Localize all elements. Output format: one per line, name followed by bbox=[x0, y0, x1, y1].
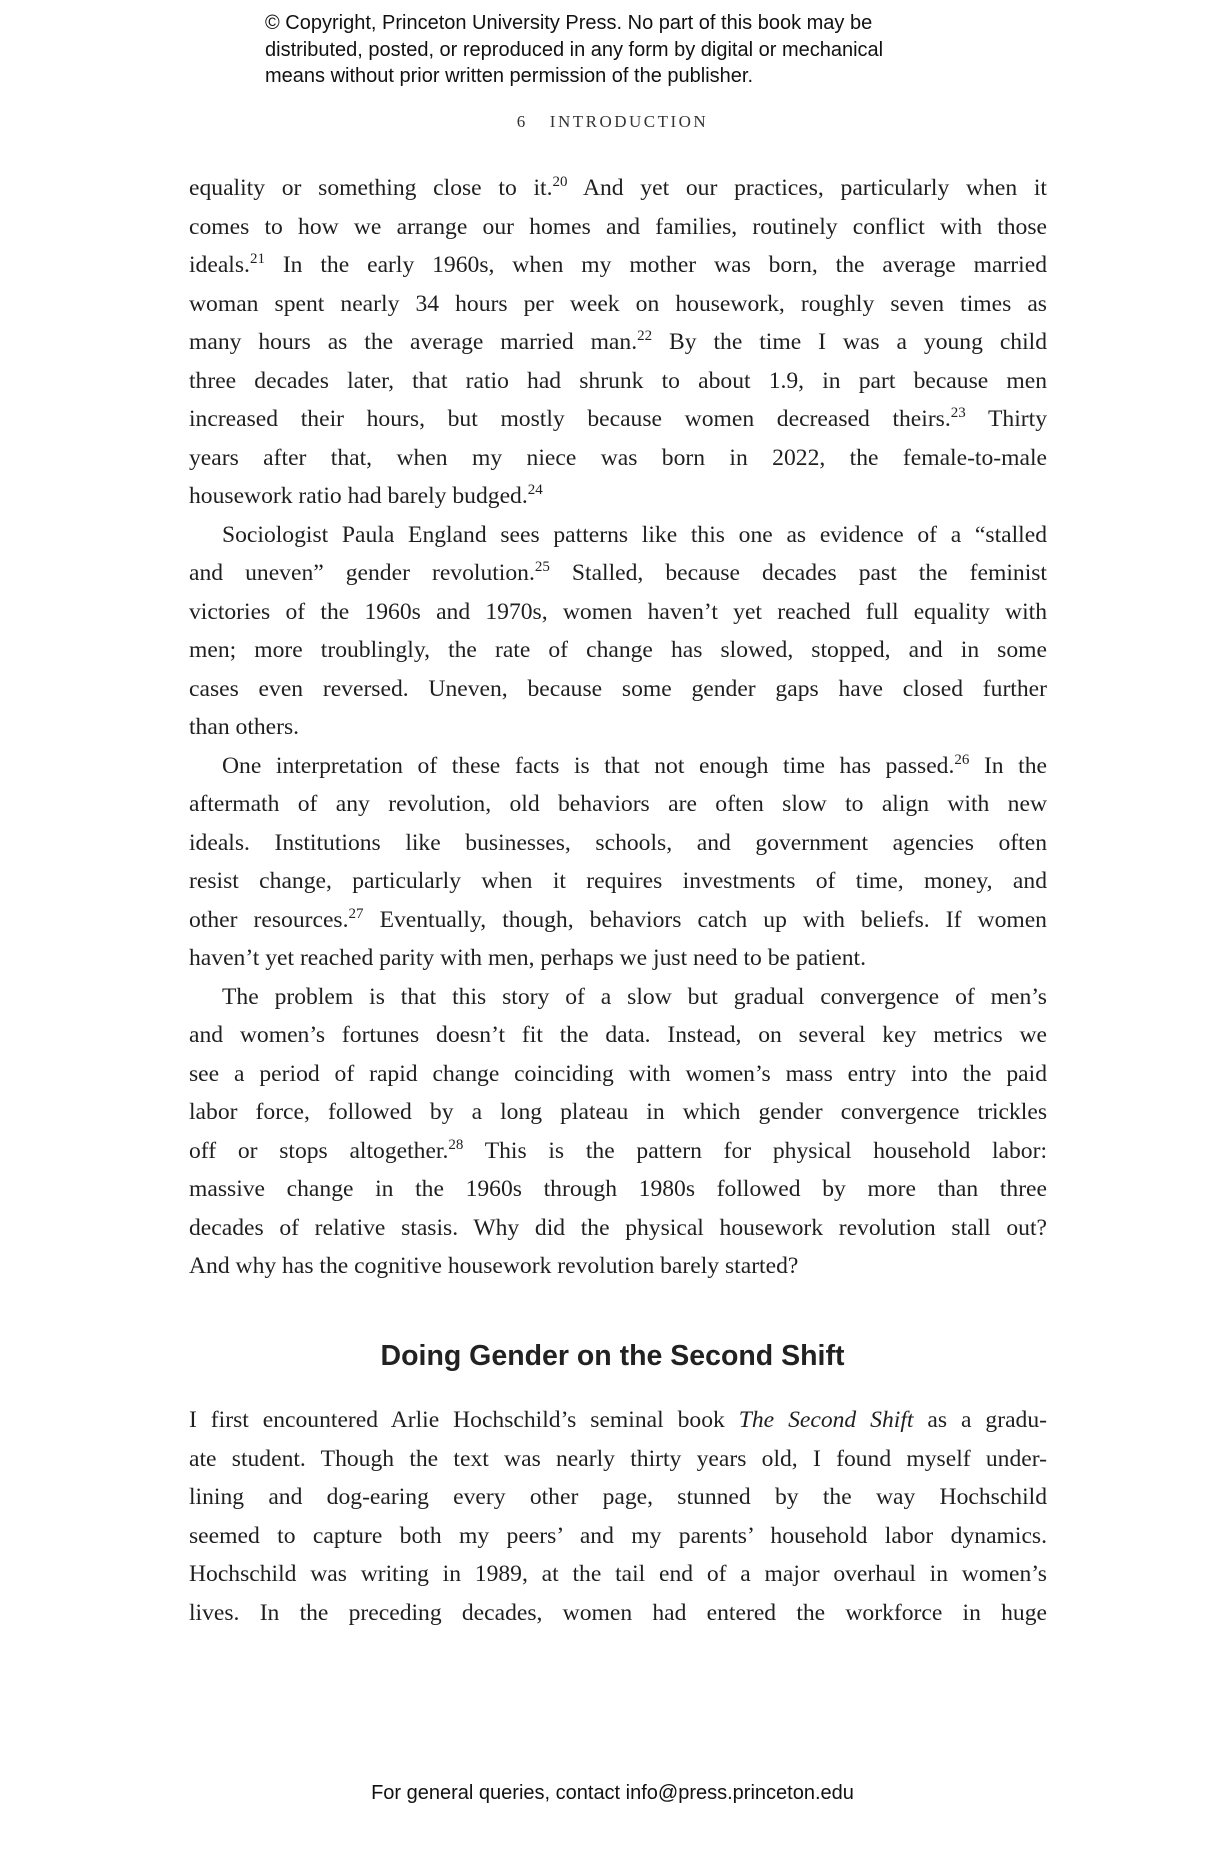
text-line bbox=[189, 1517, 1047, 1556]
footnote-ref: 28 bbox=[448, 1136, 464, 1153]
text-line bbox=[189, 747, 1047, 786]
text-line bbox=[189, 246, 1047, 285]
text-span: labor force, followed by a long plateau in which gender convergence trickles bbox=[189, 1099, 1047, 1125]
text-span: And why has the cognitive housework revolution barely started? bbox=[189, 1253, 799, 1279]
text-line bbox=[189, 400, 1047, 439]
paragraph bbox=[189, 169, 1047, 516]
text-span: off or stops altogether. bbox=[189, 1137, 449, 1164]
text-line bbox=[189, 1555, 1047, 1594]
footnote-ref: 20 bbox=[552, 174, 568, 190]
footnote-ref: 23 bbox=[950, 405, 966, 421]
text-span: woman spent nearly 34 hours per week on housework, roughly seven times as bbox=[189, 290, 1047, 317]
footer-contact: For general queries, contact info@press.princeton.edu bbox=[371, 1782, 854, 1804]
body-text bbox=[189, 169, 1047, 1286]
text-span: This is the pattern for physical household labor: bbox=[463, 1137, 1048, 1164]
text-span: lining and dog-earing every other page, stunned by the way Hochschild bbox=[189, 1484, 1047, 1510]
text-line bbox=[189, 208, 1047, 247]
text-line bbox=[189, 1093, 1047, 1132]
text-line bbox=[189, 1440, 1047, 1479]
text-span: as a gradu- bbox=[913, 1407, 1047, 1433]
text-span: seemed to capture both my peers’ and my parents’ household labor dynamics. bbox=[189, 1522, 1047, 1549]
text-span: Eventually, though, behaviors catch up with beliefs. If women bbox=[363, 906, 1047, 933]
footnote-ref: 24 bbox=[527, 482, 543, 498]
text-span: Stalled, because decades past the feminist bbox=[549, 560, 1047, 586]
text-span: I first encountered Arlie Hochschild’s seminal book bbox=[189, 1407, 739, 1433]
text-line bbox=[189, 670, 1047, 709]
text-span: comes to how we arrange our homes and families, routinely conflict with those bbox=[189, 213, 1047, 240]
text-line bbox=[189, 169, 1047, 208]
text-line bbox=[189, 1401, 1047, 1440]
text-span: In the early 1960s, when my mother was born, the average married bbox=[264, 252, 1047, 278]
text-span: Hochschild was writing in 1989, at the tail end of a major overhaul in women’s bbox=[189, 1561, 1047, 1587]
text-line bbox=[189, 1170, 1047, 1209]
text-span: massive change in the 1960s through 1980s followed by more than three bbox=[189, 1176, 1047, 1202]
text-span: cases even reversed. Uneven, because some gender gaps have closed further bbox=[189, 675, 1047, 702]
text-line bbox=[189, 362, 1047, 401]
book-title: The Second Shift bbox=[738, 1407, 914, 1433]
copyright-line: means without prior written permission of the publisher. bbox=[265, 65, 754, 87]
paragraph bbox=[189, 747, 1047, 978]
text-line bbox=[189, 862, 1047, 901]
text-span: In the bbox=[969, 752, 1047, 779]
text-span: men; more troublingly, the rate of change has slowed, stopped, and in some bbox=[189, 637, 1047, 663]
text-span: decades of relative stasis. Why did the physical housework revolution stall out? bbox=[189, 1214, 1047, 1241]
footnote-ref: 26 bbox=[954, 751, 970, 768]
text-span: resist change, particularly when it requires investments of time, money, and bbox=[189, 868, 1047, 894]
text-line bbox=[189, 1594, 1047, 1633]
copyright-line: distributed, posted, or reproduced in any form by digital or mechanical bbox=[265, 38, 884, 61]
text-line bbox=[189, 631, 1047, 670]
text-line bbox=[189, 477, 1047, 516]
text-span: ate student. Though the text was nearly thirty years old, I found myself under- bbox=[189, 1445, 1047, 1472]
text-span: The problem is that this story of a slow but gradual convergence of men’s bbox=[222, 983, 1047, 1010]
text-span: One interpretation of these facts is that not enough time has passed. bbox=[222, 752, 955, 779]
text-line bbox=[189, 554, 1047, 593]
text-span: and women’s fortunes doesn’t fit the data. Instead, on several key metrics we bbox=[189, 1022, 1047, 1048]
text-line bbox=[189, 1247, 1047, 1286]
text-span: Thirty bbox=[965, 406, 1047, 432]
text-span: lives. In the preceding decades, women had entered the workforce in huge bbox=[189, 1599, 1047, 1626]
text-line bbox=[189, 323, 1047, 362]
text-span: see a period of rapid change coinciding with women’s mass entry into the paid bbox=[189, 1060, 1047, 1087]
text-span: three decades later, that ratio had shrunk to about 1.9, in part because men bbox=[189, 367, 1047, 394]
chapter-title: INTRODUCTION bbox=[549, 112, 709, 131]
text-line bbox=[189, 516, 1047, 555]
text-span: increased their hours, but mostly because women decreased theirs. bbox=[189, 406, 951, 432]
copyright-notice bbox=[265, 10, 883, 90]
text-line bbox=[189, 1132, 1047, 1171]
text-line bbox=[189, 1478, 1047, 1517]
text-span: victories of the 1960s and 1970s, women haven’t yet reached full equality with bbox=[189, 598, 1047, 625]
text-line bbox=[189, 1016, 1047, 1055]
text-span: than others. bbox=[189, 714, 300, 740]
body-text-after-heading bbox=[189, 1401, 1047, 1632]
paragraph bbox=[189, 978, 1047, 1286]
text-line bbox=[189, 939, 1047, 978]
footnote-ref: 21 bbox=[249, 251, 265, 267]
paragraph bbox=[189, 1401, 1047, 1632]
text-span: By the time I was a young child bbox=[652, 329, 1047, 355]
text-span: Sociologist Paula England sees patterns like this one as evidence of a “stalled bbox=[222, 521, 1047, 548]
text-span: equality or something close to it. bbox=[189, 175, 553, 201]
text-line bbox=[189, 1209, 1047, 1248]
copyright-line: © Copyright, Princeton University Press. No part of this book may be bbox=[265, 12, 873, 34]
footnote-ref: 25 bbox=[534, 559, 550, 575]
section-heading: Doing Gender on the Second Shift bbox=[380, 1340, 845, 1372]
text-span: ideals. Institutions like businesses, schools, and government agencies often bbox=[189, 829, 1047, 856]
text-line bbox=[189, 439, 1047, 478]
footnote-ref: 22 bbox=[637, 328, 653, 344]
footnote-ref: 27 bbox=[348, 905, 364, 922]
text-line bbox=[189, 901, 1047, 940]
running-head bbox=[0, 112, 1225, 132]
text-span: years after that, when my niece was born in 2022, the female-to-male bbox=[189, 444, 1047, 471]
text-line bbox=[189, 978, 1047, 1017]
text-line bbox=[189, 785, 1047, 824]
text-span: ideals. bbox=[189, 252, 250, 278]
text-line bbox=[189, 824, 1047, 863]
text-line bbox=[189, 593, 1047, 632]
text-span: haven’t yet reached parity with men, perhaps we just need to be patient. bbox=[189, 945, 866, 971]
text-line bbox=[189, 708, 1047, 747]
text-span: housework ratio had barely budged. bbox=[189, 483, 528, 509]
text-line bbox=[189, 285, 1047, 324]
text-span: aftermath of any revolution, old behaviors are often slow to align with new bbox=[189, 791, 1047, 817]
text-span: and uneven” gender revolution. bbox=[189, 560, 535, 586]
paragraph bbox=[189, 516, 1047, 747]
text-span: other resources. bbox=[189, 906, 349, 933]
page-number: 6 bbox=[516, 112, 528, 131]
text-span: many hours as the average married man. bbox=[189, 329, 638, 355]
text-span: And yet our practices, particularly when it bbox=[567, 175, 1047, 201]
text-line bbox=[189, 1055, 1047, 1094]
